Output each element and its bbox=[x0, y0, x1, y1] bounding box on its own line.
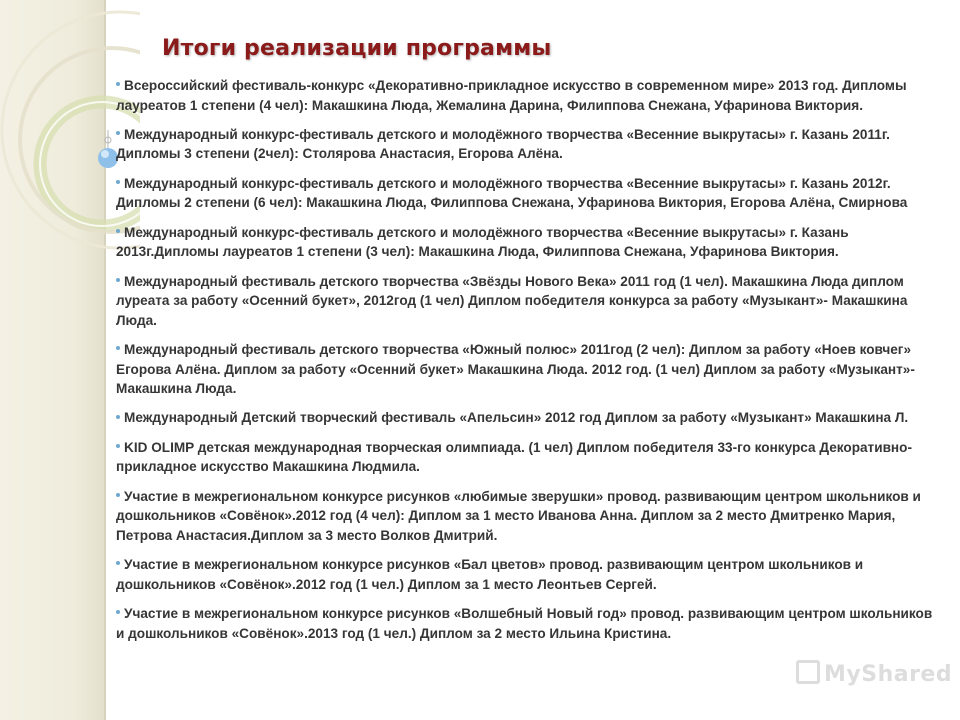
list-item bbox=[112, 408, 944, 428]
watermark-text: MyShared bbox=[824, 662, 953, 687]
list-item bbox=[112, 487, 944, 546]
bullet-icon bbox=[116, 493, 120, 497]
list-item bbox=[112, 555, 944, 594]
bullet-icon bbox=[116, 131, 120, 135]
bullet-icon bbox=[116, 229, 120, 233]
bullet-icon bbox=[116, 415, 120, 419]
list-item-text: Международный Детский творческий фестиваль «Апельсин» 2012 год Диплом за работу «Музыкант» Макашкина Л. bbox=[124, 410, 909, 426]
list-item bbox=[112, 76, 944, 115]
bullet-icon bbox=[116, 180, 120, 184]
list-item bbox=[112, 174, 944, 213]
slide-title: Итоги реализации программы bbox=[162, 36, 552, 61]
list-item-text: Международный фестиваль детского творчества «Звёзды Нового Века» 2011 год (1 чел). Макашкина Люда диплом луреата за работу «Осенний букет», 2012год (1 чел) Диплом победителя конкурса за работу «Музыкант»- Макашкина Люда. bbox=[116, 273, 908, 328]
bullet-icon bbox=[116, 444, 120, 448]
bullet-icon bbox=[116, 610, 120, 614]
list-item-text: Участие в межрегиональном конкурсе рисунков «Волшебный Новый год» провод. развивающим центром школьников и дошкольников «Совёнок».2013 год (1 чел.) Диплом за 2 место Ильина Кристина. bbox=[116, 605, 933, 641]
bullet-icon bbox=[116, 346, 120, 350]
list-item bbox=[112, 438, 944, 477]
list-item bbox=[112, 340, 944, 399]
bullet-icon bbox=[116, 278, 120, 282]
watermark bbox=[796, 660, 952, 687]
list-item-text: Участие в межрегиональном конкурсе рисунков «Бал цветов» провод. развивающим центром школьников и дошкольников «Совёнок».2012 год (1 чел.) Диплом за 1 место Леонтьев Сергей. bbox=[116, 557, 864, 592]
list-item-text: Международный конкурс-фестиваль детского и молодёжного творчества «Весенние выкрутасы» г. Казань 2011г. Дипломы 3 степени (2чел): Столярова Анастасия, Егорова Алёна. bbox=[116, 126, 890, 162]
myshared-logo-icon bbox=[796, 660, 820, 684]
results-list bbox=[112, 76, 944, 653]
list-item bbox=[112, 604, 944, 643]
list-item-text: Участие в межрегиональном конкурсе рисунков «любимые зверушки» провод. развивающим центром школьников и дошкольников «Совёнок».2012 год (4 чел): Диплом за 1 место Иванова Анна. Диплом за 2 место Дмитренко Мария, Петрова Анастасия.Диплом за 3 место Волков Дмитрий. bbox=[116, 488, 921, 543]
list-item-text: Международный конкурс-фестиваль детского и молодёжного творчества «Весенние выкрутасы» г. Казань 2012г. Дипломы 2 степени (6 чел): Макашкина Люда, Филиппова Снежана, Уфаринова Виктория, Егорова Алёна, Смирнова bbox=[116, 175, 908, 211]
list-item-text: KID OLIMP детская международная творческая олимпиада. (1 чел) Диплом победителя 33-го конкурса Декоративно-прикладное искусство Макашкина Людмила. bbox=[116, 439, 912, 475]
list-item-text: Международный фестиваль детского творчества «Южный полюс» 2011год (2 чел): Диплом за работу «Ноев ковчег» Егорова Алёна. Диплом за работу «Осенний букет» Макашкина Люда. 2012 год. (1 чел) Диплом за работу «Музыкант»- Макашкина Люда. bbox=[116, 341, 915, 397]
list-item bbox=[112, 223, 944, 262]
bullet-icon bbox=[116, 82, 120, 86]
list-item bbox=[112, 272, 944, 331]
list-item bbox=[112, 125, 944, 164]
list-item-text: Всероссийский фестиваль-конкурс «Декоративно-прикладное искусство в современном мире» 2013 год. Дипломы лауреатов 1 степени (4 чел): Макашкина Люда, Жемалина Дарина, Филиппова Снежана, Уфаринова Виктория. bbox=[116, 78, 907, 113]
bullet-icon bbox=[116, 561, 120, 565]
list-item-text: Международный конкурс-фестиваль детского и молодёжного творчества «Весенние выкрутасы» г. Казань 2013г.Дипломы лауреатов 1 степени (3 чел): Макашкина Люда, Филиппова Снежана, Уфаринова Виктория. bbox=[116, 224, 849, 260]
